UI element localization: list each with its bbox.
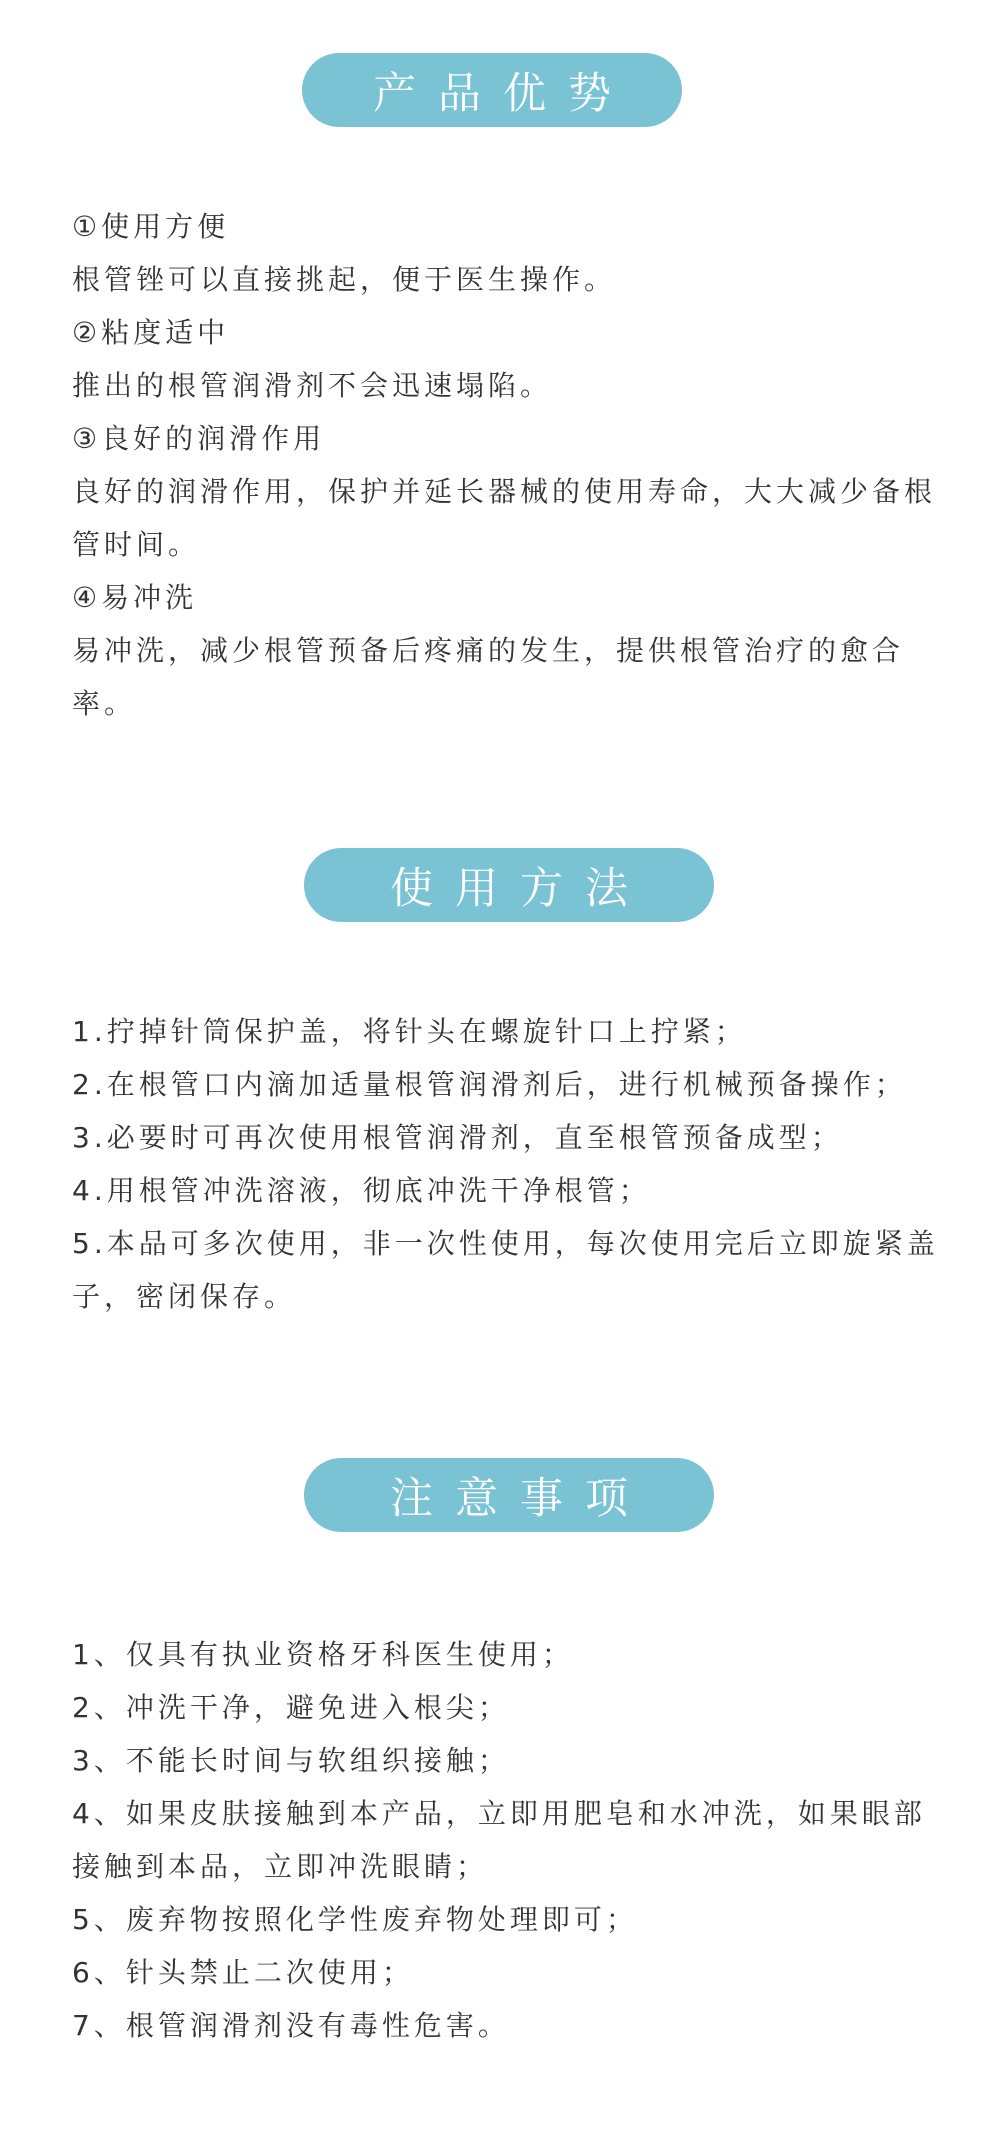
advantage-heading: ④易冲洗 (72, 581, 198, 614)
advantage-text: 良好的润滑作用，保护并延长器械的使用寿命，大大减少备根管时间。 (72, 475, 937, 561)
usage-steps (72, 1005, 972, 1323)
usage-step: 4.用根管冲洗溶液，彻底冲洗干净根管； (72, 1174, 651, 1207)
section-title-usage: 使用方法 (304, 848, 714, 922)
notice-item: 5、废弃物按照化学性废弃物处理即可； (72, 1903, 638, 1936)
notice-list (72, 1628, 972, 2052)
notice-item: 3、不能长时间与软组织接触； (72, 1744, 510, 1777)
advantages-list (72, 200, 972, 730)
usage-step: 5.本品可多次使用，非一次性使用，每次使用完后立即旋紧盖子，密闭保存。 (72, 1227, 939, 1313)
notice-item: 6、针头禁止二次使用； (72, 1956, 414, 1989)
usage-step: 3.必要时可再次使用根管润滑剂，直至根管预备成型； (72, 1121, 843, 1154)
notice-item: 7、根管润滑剂没有毒性危害。 (72, 2009, 510, 2042)
section-title-advantages: 产品优势 (302, 53, 682, 127)
notice-item: 2、冲洗干净，避免进入根尖； (72, 1691, 510, 1724)
section-title-notice: 注意事项 (304, 1458, 714, 1532)
advantage-text: 易冲洗，减少根管预备后疼痛的发生，提供根管治疗的愈合率。 (72, 634, 905, 720)
usage-step: 1.拧掉针筒保护盖，将针头在螺旋针口上拧紧； (72, 1015, 747, 1048)
notice-item: 1、仅具有执业资格牙科医生使用； (72, 1638, 574, 1671)
advantage-heading: ③良好的润滑作用 (72, 422, 326, 455)
usage-step: 2.在根管口内滴加适量根管润滑剂后，进行机械预备操作； (72, 1068, 907, 1101)
notice-item: 4、如果皮肤接触到本产品，立即用肥皂和水冲洗，如果眼部接触到本品，立即冲洗眼睛； (72, 1797, 926, 1883)
advantage-heading: ①使用方便 (72, 210, 230, 243)
advantage-heading: ②粘度适中 (72, 316, 230, 349)
advantage-text: 推出的根管润滑剂不会迅速塌陷。 (72, 369, 553, 402)
advantage-text: 根管锉可以直接挑起，便于医生操作。 (72, 263, 617, 296)
